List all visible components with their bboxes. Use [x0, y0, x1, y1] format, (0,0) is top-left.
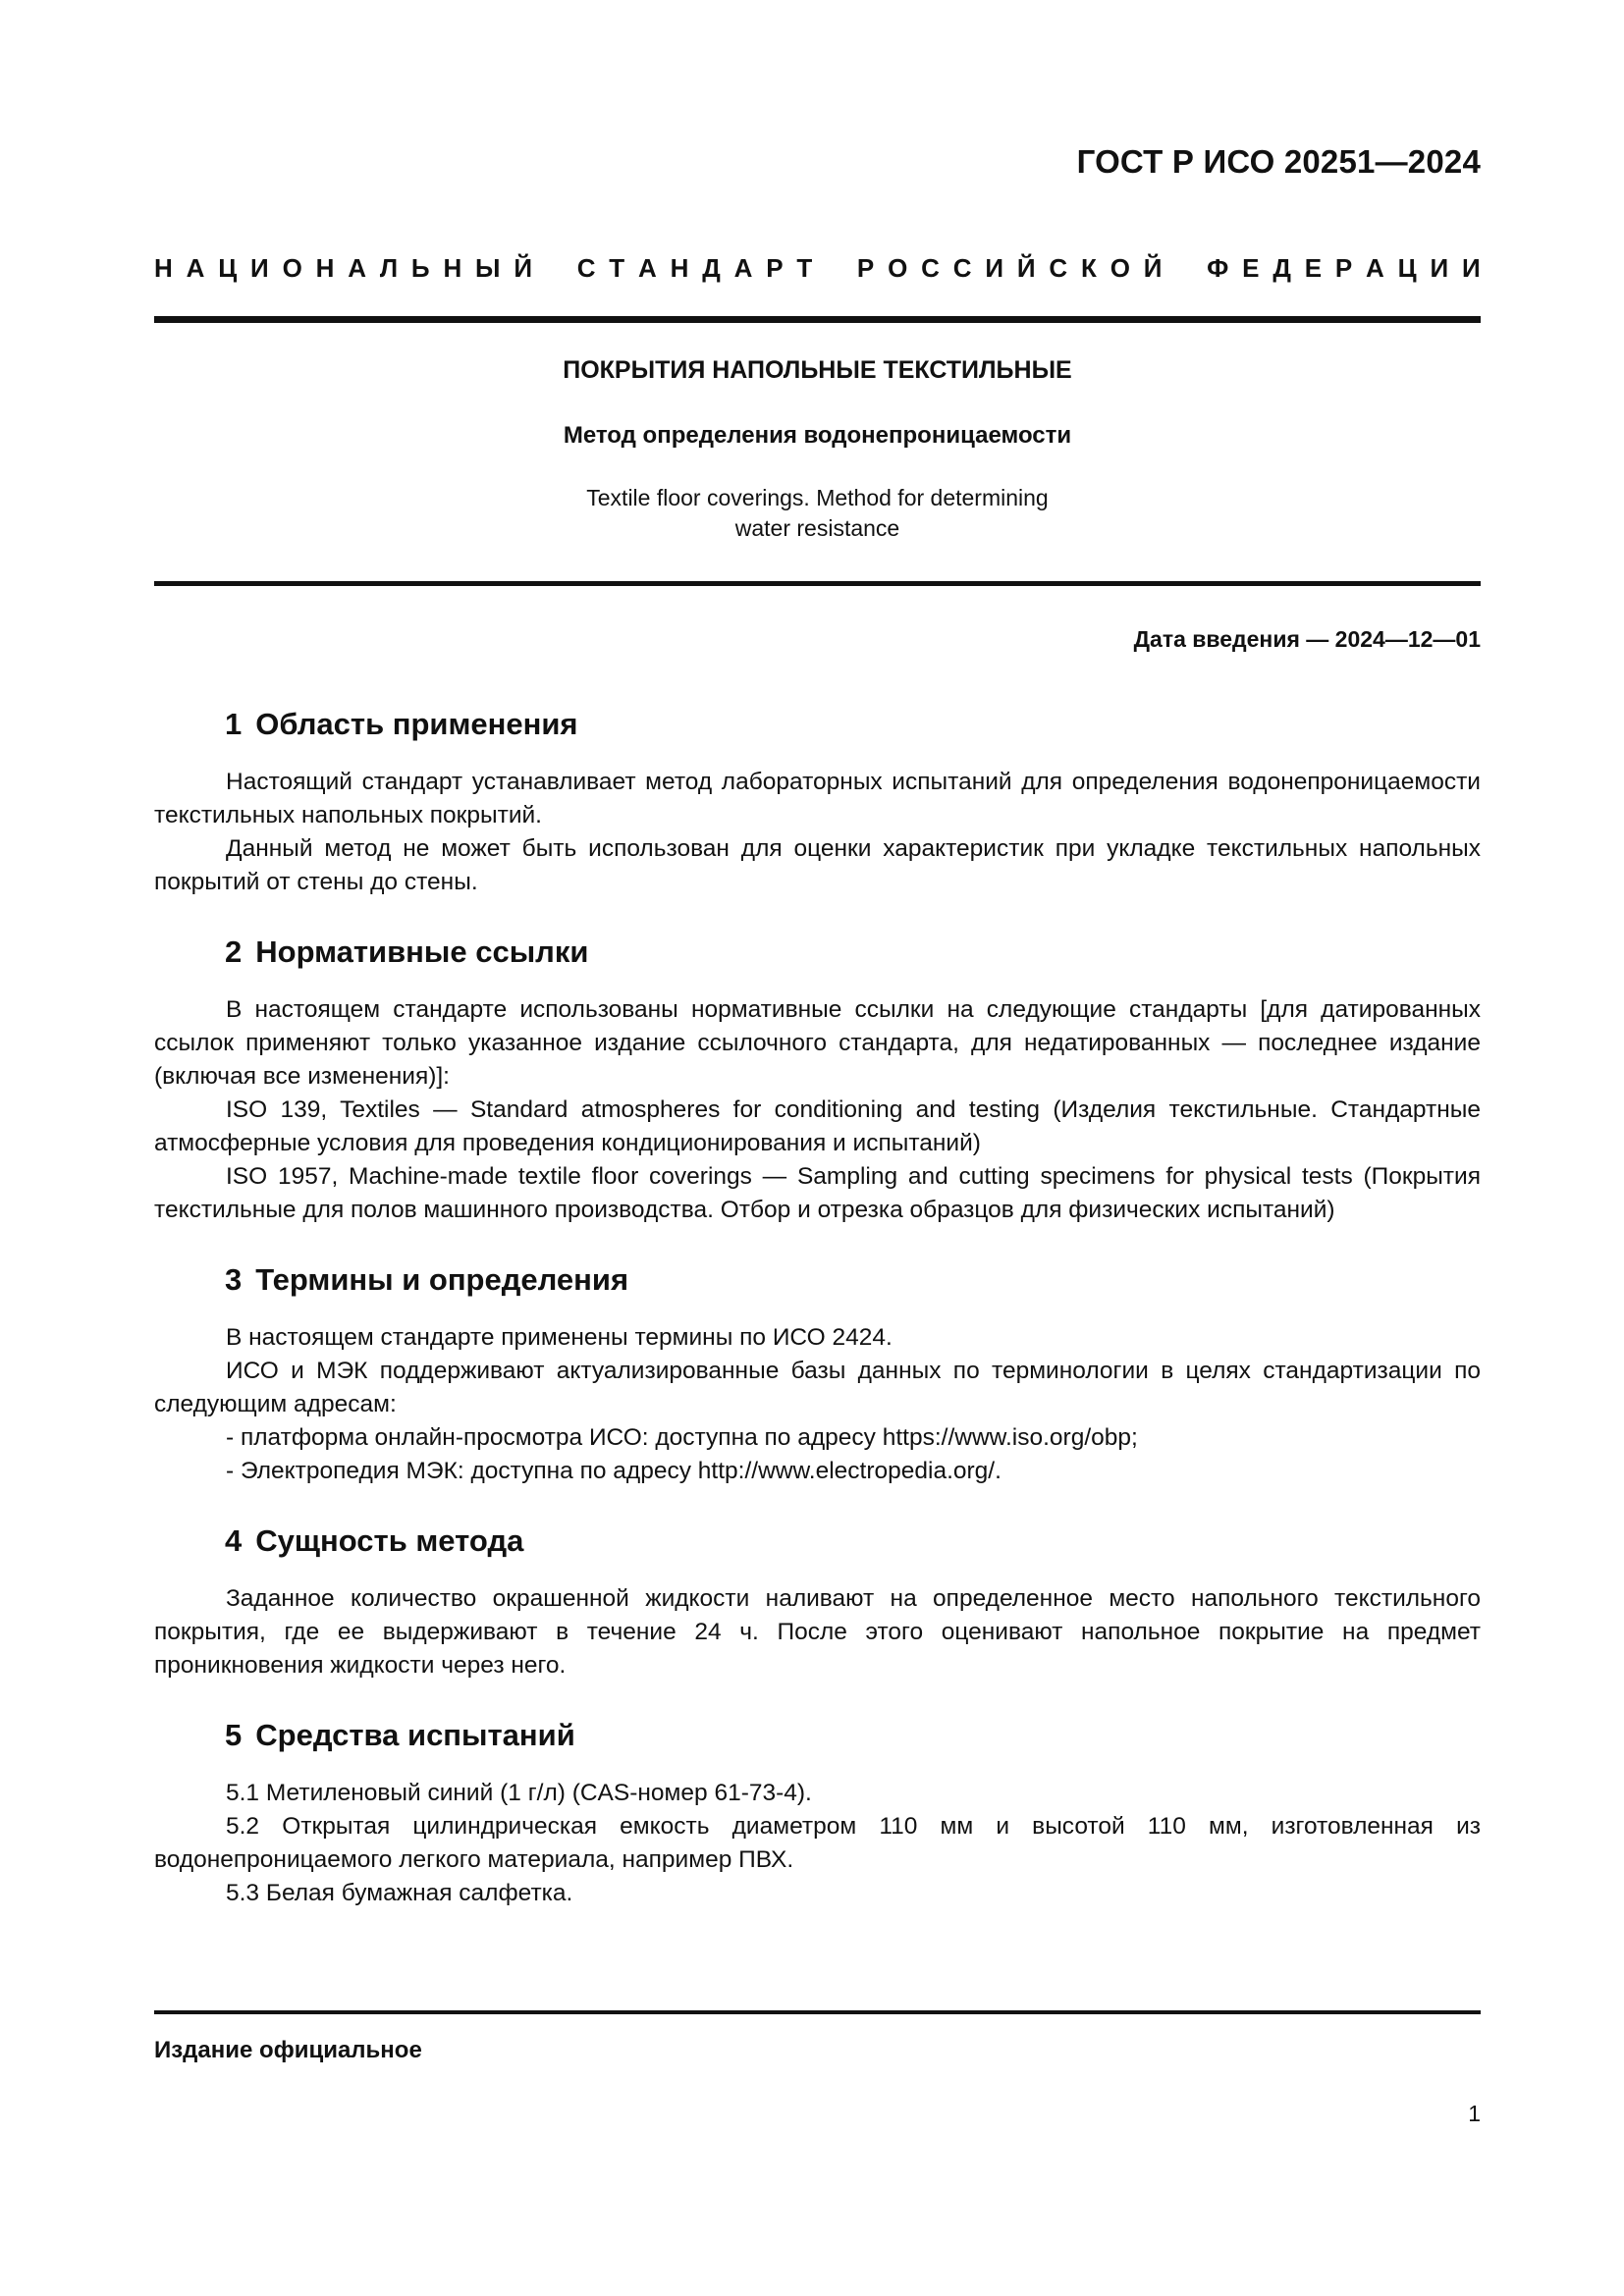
document-english-title [154, 483, 1481, 544]
reference-iso-139: ISO 139, Textiles — Standard atmospheres for conditioning and testing (Изделия текстильные. Стандартные атмосферные условия для проведения кондиционирования и испытаний) [154, 1096, 1481, 1156]
section-normative-references [154, 933, 1481, 1227]
english-title-line-2: water resistance [734, 515, 900, 541]
equipment-item: 5.2 Открытая цилиндрическая емкость диаметром 110 мм и высотой 110 мм, изготовленная из водонепроницаемого легкого материала, например ПВХ. [154, 1813, 1481, 1873]
document-body [154, 705, 1481, 1944]
section-heading: 4 Сущность метода [225, 1523, 524, 1558]
paragraph: Настоящий стандарт устанавливает метод лабораторных испытаний для определения водонепроницаемости текстильных напольных покрытий. [154, 769, 1481, 828]
national-standard-title-text: Н А Ц И О Н А Л Ь Н Ы Й С Т А Н Д А Р Т Р О С С И Й С К О Й Ф Е Д Е Р А Ц И И [154, 253, 1481, 283]
list-item-iso-obp: - платформа онлайн-просмотра ИСО: доступна по адресу https://www.iso.org/obp; [226, 1424, 1138, 1451]
section-test-equipment [154, 1716, 1481, 1910]
list-item-electropedia: - Электропедия МЭК: доступна по адресу http://www.electropedia.org/. [226, 1458, 1001, 1484]
equipment-item: 5.3 Белая бумажная салфетка. [226, 1880, 573, 1906]
introduction-date: Дата введения — 2024—12—01 [1133, 626, 1481, 652]
paragraph: Данный метод не может быть использован для оценки характеристик при укладке текстильных напольных покрытий от стены до стены. [154, 835, 1481, 895]
paragraph: Заданное количество окрашенной жидкости наливают на определенное место напольного текстильного покрытия, где ее выдерживают в течение 24 ч. После этого оценивают напольное покрытие на предмет проникновения жидкости через него. [154, 1585, 1481, 1679]
top-rule [154, 316, 1481, 323]
document-subtitle: Метод определения водонепроницаемости [563, 422, 1072, 449]
official-edition-label: Издание официальное [154, 2037, 422, 2063]
bottom-rule [154, 2010, 1481, 2014]
equipment-item: 5.1 Метиленовый синий (1 г/л) (CAS-номер 61-73-4). [226, 1780, 812, 1806]
section-heading: 3 Термины и определения [225, 1262, 629, 1297]
page-number: 1 [1468, 2101, 1481, 2126]
paragraph: В настоящем стандарте использованы нормативные ссылки на следующие стандарты [для датированных ссылок применяют только указанное издание ссылочного стандарта, для недатированных — последнее издание (включая все изменения)]: [154, 996, 1481, 1090]
middle-rule [154, 581, 1481, 586]
section-heading: 1 Область применения [225, 707, 578, 741]
reference-iso-1957: ISO 1957, Machine-made textile floor coverings — Sampling and cutting specimens for physical tests (Покрытия текстильные для полов машинного производства. Отбор и отрезка образцов для физических испытаний) [154, 1163, 1481, 1223]
national-standard-title [154, 253, 1481, 284]
section-scope [154, 705, 1481, 899]
english-title-line-1: Textile floor coverings. Method for determining [586, 485, 1049, 510]
document-title: ПОКРЫТИЯ НАПОЛЬНЫЕ ТЕКСТИЛЬНЫЕ [563, 356, 1072, 384]
paragraph: ИСО и МЭК поддерживают актуализированные базы данных по терминологии в целях стандартизации по следующим адресам: [154, 1358, 1481, 1417]
section-heading: 5 Средства испытаний [225, 1718, 575, 1752]
section-heading: 2 Нормативные ссылки [225, 934, 589, 969]
paragraph: В настоящем стандарте применены термины по ИСО 2424. [226, 1324, 893, 1351]
gost-code: ГОСТ Р ИСО 20251—2024 [1076, 143, 1481, 180]
section-terms [154, 1260, 1481, 1488]
section-method-principle [154, 1522, 1481, 1682]
